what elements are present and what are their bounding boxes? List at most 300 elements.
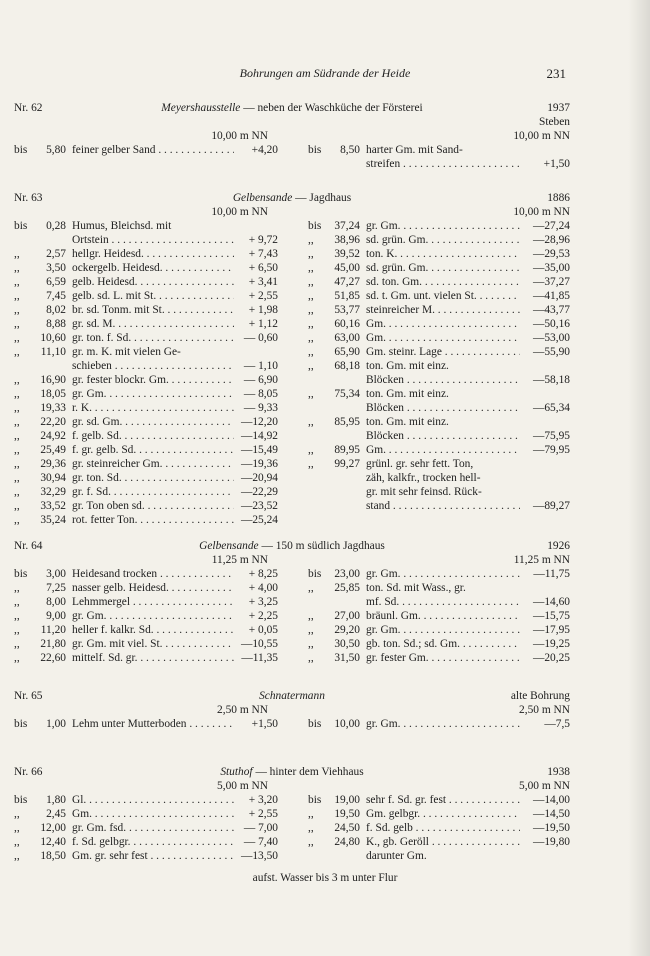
layer-row [14,318,284,332]
layer-row [14,624,284,638]
location-remark: — Jagdhaus [292,192,352,204]
layer-depth: 2,45 [46,808,66,820]
layer-description: Heidesand trocken . . . [72,568,234,580]
layer-depth: 99,27 [334,458,360,470]
location-remark: — hinter dem Viehhaus [252,766,364,778]
layer-elevation: —11,75 [533,568,570,580]
layer-description: schieben . . . [72,360,234,372]
entry-columns [14,704,570,732]
layer-description: Blöcken . . . [366,402,520,414]
layer-row [308,486,570,500]
entry-location [14,766,570,778]
layer-description: hellgr. Heidesd. . . . [72,248,234,260]
layer-row [308,158,570,172]
row-prefix: ,, [308,262,314,274]
row-prefix: ,, [14,304,20,316]
right-column [308,206,570,514]
layer-elevation: —13,50 [240,850,278,862]
layer-depth: 37,24 [334,220,360,232]
layer-description: br. sd. Tonm. mit St. . . . [72,304,234,316]
layer-description: Gm. . . . [366,318,520,330]
layer-elevation: —15,49 [240,444,278,456]
layer-row [14,276,284,290]
layer-row [308,234,570,248]
layer-depth: 19,50 [334,808,360,820]
entry-heading [14,102,570,116]
layer-depth: 22,60 [40,652,66,664]
layer-elevation: —58,18 [532,374,570,386]
layer-depth: 85,95 [334,416,360,428]
entry-year: 1926 [547,540,570,552]
right-column [308,780,570,864]
left-column [14,554,284,666]
layer-elevation: + 8,25 [248,568,278,580]
layer-row [14,836,284,850]
row-prefix: ,, [14,582,20,594]
layer-elevation: —65,34 [532,402,570,414]
layer-description: sd. grün. Gm. . . . [366,234,520,246]
running-title: Bohrungen am Südrande der Heide [239,66,411,80]
row-prefix: ,, [308,332,314,344]
layer-description: gr. Gm. . . . [366,220,520,232]
entry-columns [14,780,570,864]
layer-description: gr. ton. Sd. . . . [72,472,234,484]
layer-depth: 6,59 [46,276,66,288]
layer-description: gr. Gm. fsd. . . . [72,822,234,834]
location-name: Gelbensande [199,540,259,552]
layer-elevation: — 7,40 [243,836,278,848]
layer-row [308,624,570,638]
layer-elevation: + 2,55 [248,290,278,302]
layer-elevation: —20,25 [532,652,570,664]
layer-elevation: + 3,20 [248,794,278,806]
layer-elevation: —29,53 [532,248,570,260]
layer-elevation: —50,16 [532,318,570,330]
layer-elevation: — 1,10 [243,360,278,372]
layer-description: f. Sd. gelbgr. . . . [72,836,234,848]
layer-depth: 10,00 [334,718,360,730]
row-prefix: ,, [308,822,314,834]
layer-elevation: —79,95 [532,444,570,456]
layer-row [308,360,570,374]
layer-depth: 29,36 [40,458,66,470]
layer-depth: 30,50 [334,638,360,650]
layer-depth: 24,50 [334,822,360,834]
layer-description: gr. mit sehr feinsd. Rück- [366,486,482,498]
layer-description: ton. Gm. mit einz. [366,388,449,400]
layer-description: gr. m. K. mit vielen Ge- [72,346,181,358]
row-prefix: ,, [308,276,314,288]
layer-depth: 27,00 [334,610,360,622]
row-prefix: ,, [14,808,20,820]
layer-description: darunter Gm. [366,850,427,862]
layer-depth: 32,29 [40,486,66,498]
layer-elevation: —19,36 [240,458,278,470]
row-prefix: ,, [14,652,20,664]
layer-depth: 0,28 [46,220,66,232]
layer-depth: 12,40 [40,836,66,848]
row-prefix: bis [14,718,28,730]
layer-row [14,568,284,582]
layer-depth: 60,16 [334,318,360,330]
row-prefix: ,, [14,596,20,608]
entry-heading [14,766,570,780]
layer-elevation: —37,27 [532,276,570,288]
layer-description: steinreicher M. . . . [366,304,520,316]
layer-row [308,416,570,430]
row-prefix: ,, [14,290,20,302]
layer-row [308,458,570,472]
entry-heading [14,690,570,704]
layer-description: heller f. kalkr. Sd. . . . [72,624,234,636]
layer-row [14,808,284,822]
layer-elevation: + 2,55 [248,808,278,820]
row-prefix: ,, [14,638,20,650]
elevation-nn: 11,25 m NN [211,554,268,566]
layer-description: nasser gelb. Heidesd. . . . [72,582,234,594]
borehole-entry-65 [14,690,570,732]
layer-depth: 65,90 [334,346,360,358]
layer-description: K., gb. Geröll . . . [366,836,520,848]
layer-description: streifen . . . [366,158,520,170]
layer-depth: 3,00 [46,568,66,580]
layer-description: gr. Ton oben sd. . . . [72,500,234,512]
layer-description: gr. steinreicher Gm. . . . [72,458,234,470]
layer-description: gelb. sd. L. mit St. . . . [72,290,234,302]
row-prefix: ,, [308,290,314,302]
layer-elevation: —19,25 [532,638,570,650]
layer-row [14,430,284,444]
layer-row [14,374,284,388]
layer-row [14,360,284,374]
layer-elevation: + 1,12 [248,318,278,330]
layer-description: gr. sd. M. . . . [72,318,234,330]
layer-depth: 8,00 [46,596,66,608]
layer-description: zäh, kalkfr., trocken hell- [366,472,481,484]
borehole-entry-63 [14,192,570,528]
entry-location [14,540,570,552]
layer-depth: 18,05 [40,388,66,400]
layer-elevation: —43,77 [532,304,570,316]
layer-depth: 45,00 [334,262,360,274]
layer-depth: 7,45 [46,290,66,302]
row-prefix: ,, [308,360,314,372]
layer-description: Gm. steinr. Lage . . . [366,346,520,358]
layer-elevation: —19,80 [532,836,570,848]
layer-elevation: —22,29 [240,486,278,498]
row-prefix: bis [308,794,322,806]
layer-depth: 7,25 [46,582,66,594]
row-prefix: ,, [14,346,20,358]
row-prefix: ,, [14,402,20,414]
location-remark: — neben der Waschküche der Försterei [240,102,423,114]
layer-row [308,248,570,262]
layer-row [308,318,570,332]
layer-depth: 75,34 [334,388,360,400]
layer-depth: 3,50 [46,262,66,274]
row-prefix: ,, [308,234,314,246]
layer-elevation: + 6,50 [248,262,278,274]
row-prefix: ,, [308,304,314,316]
row-prefix: bis [308,718,322,730]
layer-description: ton. K. . . . [366,248,520,260]
row-prefix: ,, [308,610,314,622]
row-prefix: ,, [14,276,20,288]
row-prefix: ,, [308,458,314,470]
layer-depth: 53,77 [334,304,360,316]
layer-row [308,472,570,486]
layer-row [14,514,284,528]
layer-description: Lehmmergel . . . [72,596,234,608]
layer-description: sd. grün. Gm. . . . [366,262,520,274]
elevation-nn: 10,00 m NN [513,206,570,218]
row-prefix: ,, [14,822,20,834]
layer-depth: 24,80 [334,836,360,848]
layer-row [14,472,284,486]
borehole-entry-62 [14,102,570,172]
layer-description: f. gelb. Sd. . . . [72,430,234,442]
layer-description: gr. Gm. . . . [366,568,520,580]
layer-description: stand . . . [366,500,520,512]
entry-number: Nr. 66 [14,766,43,778]
location-remark: — 150 m südlich Jagdhaus [258,540,385,552]
layer-elevation: —14,00 [532,794,570,806]
layer-depth: 11,10 [40,346,66,358]
layer-row [14,144,284,158]
right-column [308,130,570,172]
layer-description: Gm. gelbgr. . . . [366,808,520,820]
layer-description: grünl. gr. sehr fett. Ton, [366,458,474,470]
layer-elevation: —14,50 [532,808,570,820]
layer-description: harter Gm. mit Sand- [366,144,463,156]
entry-note: Steben [538,116,570,128]
layer-depth: 1,00 [46,718,66,730]
entry-year: 1886 [547,192,570,204]
layer-elevation: —28,96 [532,234,570,246]
running-header [0,66,650,82]
layer-row [308,718,570,732]
layer-row [14,346,284,360]
row-prefix: ,, [308,638,314,650]
layer-row [308,220,570,234]
entry-heading [14,192,570,206]
layer-elevation: + 1,98 [248,304,278,316]
elevation-nn: 5,00 m NN [519,780,570,792]
layer-depth: 12,00 [40,822,66,834]
layer-elevation: —14,60 [532,596,570,608]
layer-description: bräunl. Gm. . . . [366,610,520,622]
layer-depth: 51,85 [334,290,360,302]
row-prefix: ,, [14,514,20,526]
layer-row [14,638,284,652]
layer-row [308,610,570,624]
right-column [308,704,570,732]
layer-elevation: — 7,00 [243,822,278,834]
row-prefix: ,, [14,458,20,470]
layer-row [14,234,284,248]
left-column [14,780,284,864]
layer-description: Lehm unter Mutterboden . . . [72,718,234,730]
borehole-entry-66 [14,766,570,864]
layer-depth: 25,85 [334,582,360,594]
layer-row [14,610,284,624]
layer-depth: 35,24 [40,514,66,526]
layer-row [308,808,570,822]
layer-description: Blöcken . . . [366,430,520,442]
elevation-nn: 11,25 m NN [513,554,570,566]
layer-depth: 1,80 [46,794,66,806]
row-prefix: ,, [14,332,20,344]
layer-row [14,304,284,318]
layer-description: gr. fester blockr. Gm. . . . [72,374,234,386]
layer-elevation: + 2,25 [248,610,278,622]
layer-row [14,248,284,262]
layer-depth: 11,20 [40,624,66,636]
layer-description: ton. Gm. mit einz. [366,360,449,372]
row-prefix: ,, [14,430,20,442]
layer-elevation: + 7,43 [248,248,278,260]
layer-depth: 25,49 [40,444,66,456]
entry-columns [14,206,570,528]
layer-elevation: —25,24 [240,514,278,526]
layer-elevation: — 0,60 [243,332,278,344]
row-prefix: ,, [308,836,314,848]
layer-row [308,596,570,610]
elevation-nn: 5,00 m NN [217,780,268,792]
layer-description: mf. Sd. . . . [366,596,520,608]
layer-row [308,262,570,276]
layer-depth: 29,20 [334,624,360,636]
layer-depth: 47,27 [334,276,360,288]
entry-year: alte Bohrung [510,690,570,702]
layer-depth: 19,33 [40,402,66,414]
layer-row [14,718,284,732]
layer-depth: 22,20 [40,416,66,428]
layer-row [308,638,570,652]
layer-description: Gm. . . . [366,444,520,456]
row-prefix: ,, [14,610,20,622]
layer-description: rot. fetter Ton. . . . [72,514,234,526]
layer-elevation: —27,24 [532,220,570,232]
layer-elevation: — 8,05 [243,388,278,400]
row-prefix: ,, [308,652,314,664]
row-prefix: ,, [308,388,314,400]
layer-description: gr. Gm. . . . [72,610,234,622]
row-prefix: bis [308,144,322,156]
layer-depth: 39,52 [334,248,360,260]
layer-row [308,794,570,808]
layer-elevation: —14,92 [240,430,278,442]
elevation-nn: 2,50 m NN [217,704,268,716]
layer-row [308,374,570,388]
layer-depth: 10,60 [40,332,66,344]
layer-description: ton. Sd. mit Wass., gr. [366,582,466,594]
left-column [14,130,284,158]
page-number: 231 [546,66,566,81]
layer-elevation: —89,27 [532,500,570,512]
layer-elevation: + 3,41 [248,276,278,288]
layer-row [308,568,570,582]
water-level-note: aufst. Wasser bis 3 m unter Flur [252,872,398,884]
location-name: Meyershausstelle [161,102,241,114]
row-prefix: ,, [308,444,314,456]
entry-number: Nr. 62 [14,102,43,114]
layer-elevation: —35,00 [532,262,570,274]
row-prefix: ,, [308,318,314,330]
layer-description: gr. Gm. mit viel. St. . . . [72,638,234,650]
page-edge-shadow [628,0,650,956]
layer-elevation: —17,95 [532,624,570,636]
layer-row [308,850,570,864]
layer-row [308,388,570,402]
layer-description: sehr f. Sd. gr. fest . . . [366,794,520,806]
layer-elevation: —11,35 [241,652,278,664]
layer-depth: 89,95 [334,444,360,456]
right-column [308,554,570,666]
layer-elevation: —7,5 [544,718,570,730]
row-prefix: ,, [14,500,20,512]
row-prefix: ,, [14,836,20,848]
row-prefix: ,, [14,472,20,484]
row-prefix: ,, [308,582,314,594]
layer-row [14,402,284,416]
location-name: Gelbensande [232,192,293,204]
row-prefix: ,, [308,248,314,260]
layer-elevation: —20,94 [240,472,278,484]
elevation-nn: 10,00 m NN [211,206,268,218]
layer-row [308,290,570,304]
layer-description: Gl. . . . [72,794,234,806]
layer-elevation: — 9,33 [243,402,278,414]
row-prefix: bis [14,144,28,156]
layer-depth: 23,00 [334,568,360,580]
layer-depth: 21,80 [40,638,66,650]
borehole-entry-64 [14,540,570,666]
layer-elevation: —55,90 [532,346,570,358]
layer-row [308,276,570,290]
row-prefix: ,, [308,346,314,358]
left-column [14,206,284,528]
row-prefix: ,, [14,248,20,260]
entry-year: 1937 [547,102,570,114]
layer-row [308,582,570,596]
row-prefix: ,, [14,850,20,862]
left-column [14,704,284,732]
layer-row [308,402,570,416]
layer-description: Blöcken . . . [366,374,520,386]
layer-depth: 8,02 [46,304,66,316]
layer-depth: 31,50 [334,652,360,664]
layer-elevation: +1,50 [543,158,570,170]
layer-row [14,444,284,458]
layer-depth: 19,00 [334,794,360,806]
layer-row [14,822,284,836]
layer-row [14,388,284,402]
row-prefix: ,, [14,624,20,636]
layer-description: gr. ton. f. Sd. . . . [72,332,234,344]
layer-elevation: + 4,00 [248,582,278,594]
layer-row [14,582,284,596]
layer-elevation: + 0,05 [248,624,278,636]
layer-depth: 30,94 [40,472,66,484]
layer-depth: 16,90 [40,374,66,386]
layer-description: r. K. . . . [72,402,234,414]
layer-elevation: —75,95 [532,430,570,442]
layer-depth: 8,50 [340,144,360,156]
layer-description: gr. Gm. . . . [366,718,520,730]
layer-elevation: + 3,25 [248,596,278,608]
layer-depth: 24,92 [40,430,66,442]
